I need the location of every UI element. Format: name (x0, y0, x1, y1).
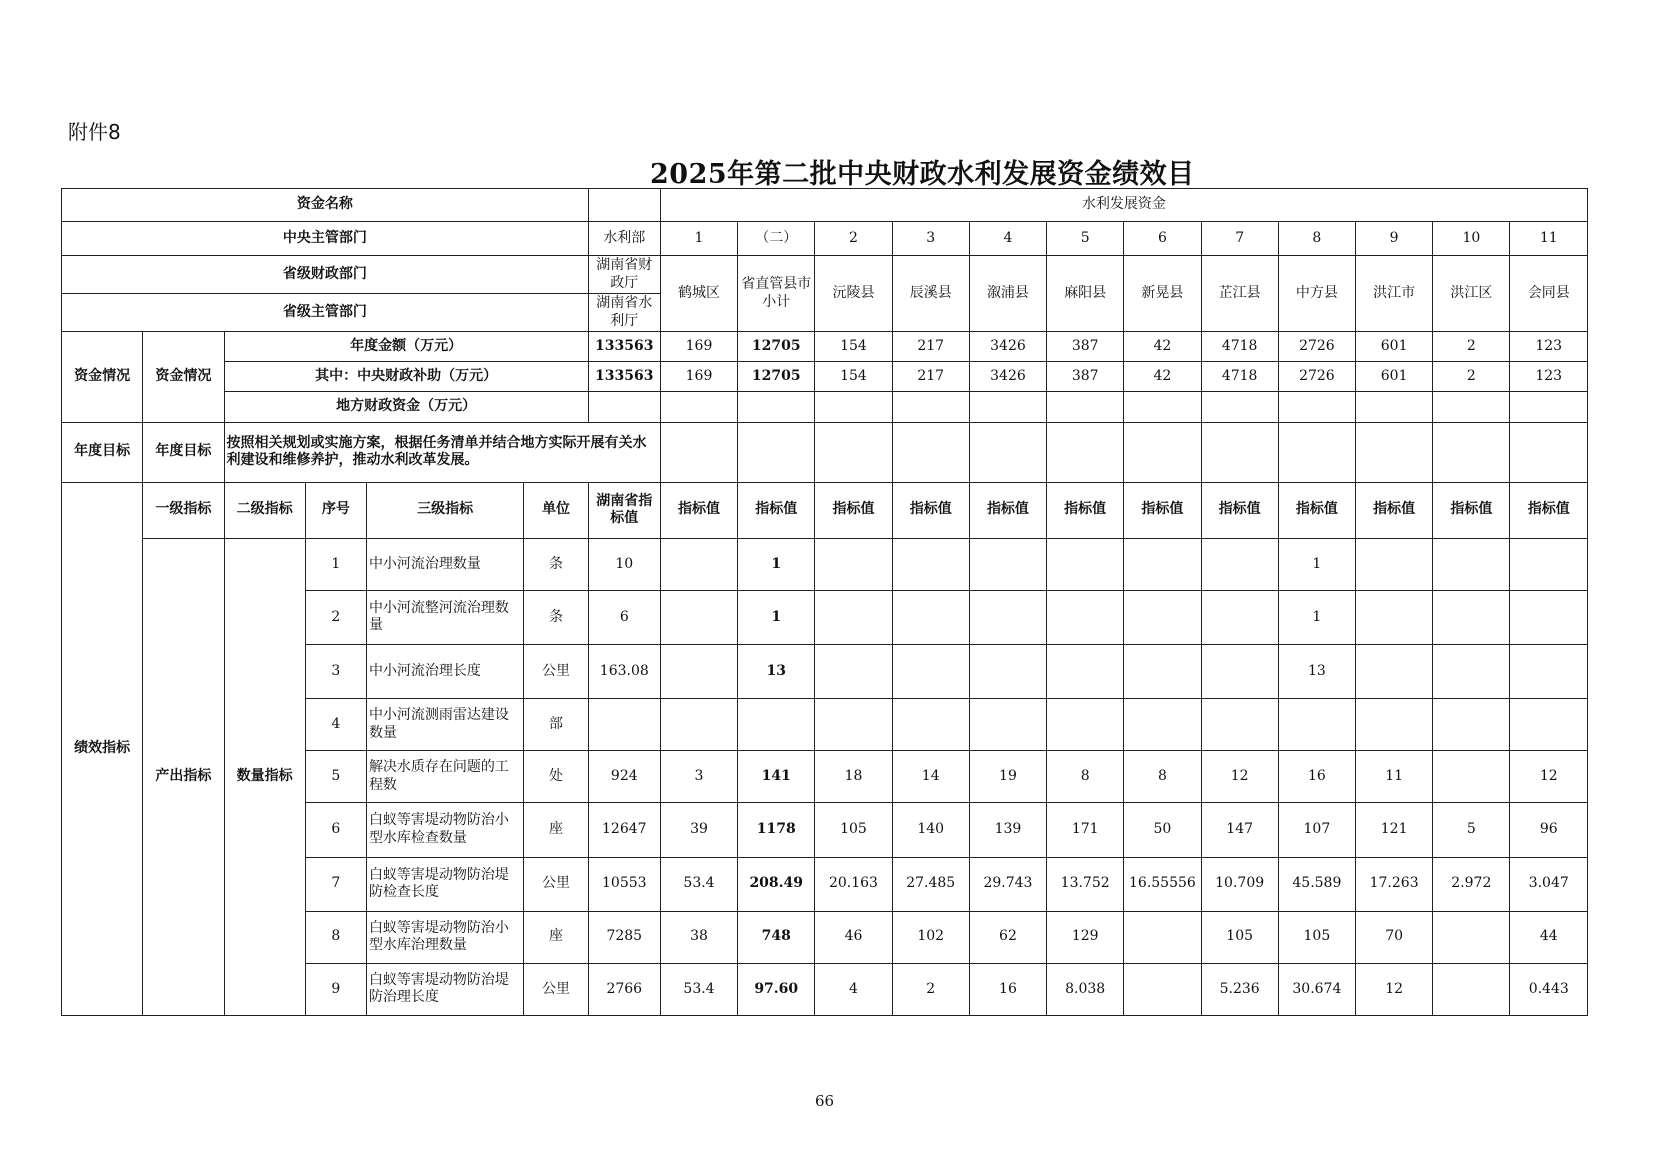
indicator-value: 38 (660, 911, 737, 963)
indicator-value: 30.674 (1278, 963, 1355, 1015)
indicator-value: 105 (1278, 911, 1355, 963)
goal-value (1124, 422, 1201, 482)
indicator-value (1510, 590, 1588, 644)
annual-amount-total: 133563 (588, 332, 660, 362)
indicator-value: 45.589 (1278, 857, 1355, 911)
indicator-unit: 公里 (524, 645, 588, 699)
indicator-value: 62 (969, 911, 1046, 963)
central-value: 2726 (1278, 362, 1355, 392)
level2-header: 二级指标 (224, 482, 305, 538)
local-value (1510, 392, 1588, 422)
indicator-value: 53.4 (660, 963, 737, 1015)
indicator-value-header: 指标值 (1356, 482, 1433, 538)
col-number-12: 11 (1510, 222, 1588, 256)
prov-dept-label: 省级主管部门 (62, 294, 589, 332)
indicator-value: 10.709 (1201, 857, 1278, 911)
indicator-value: 5.236 (1201, 963, 1278, 1015)
indicator-value (892, 538, 969, 590)
indicator-value (660, 699, 737, 751)
indicator-value: 8 (1124, 751, 1201, 803)
indicator-value: 13 (1278, 645, 1355, 699)
col-name-7: 新晃县 (1124, 256, 1201, 332)
col-name-10: 洪江市 (1356, 256, 1433, 332)
indicator-prov-value (588, 699, 660, 751)
local-value (815, 392, 892, 422)
indicator-value: 44 (1510, 911, 1588, 963)
indicator-row (62, 538, 1588, 590)
indicator-value (1201, 699, 1278, 751)
indicator-value (1433, 590, 1510, 644)
col-name-11: 洪江区 (1433, 256, 1510, 332)
indicator-value (892, 590, 969, 644)
indicator-seq: 1 (305, 538, 366, 590)
col-number-2: （二） (738, 222, 815, 256)
indicator-value-header: 指标值 (892, 482, 969, 538)
indicator-value: 147 (1201, 803, 1278, 857)
indicator-value (1356, 645, 1433, 699)
indicator-value: 2 (892, 963, 969, 1015)
annual-value: 387 (1047, 332, 1124, 362)
fund-name-value: 水利发展资金 (660, 189, 1587, 222)
indicator-value (1433, 538, 1510, 590)
local-value (1047, 392, 1124, 422)
central-value: 3426 (969, 362, 1046, 392)
indicator-value (892, 699, 969, 751)
goal-value (738, 422, 815, 482)
indicator-value: 105 (1201, 911, 1278, 963)
local-funds-row (62, 392, 1588, 422)
indicator-prov-value: 924 (588, 751, 660, 803)
indicator-name: 中小河流治理数量 (366, 538, 523, 590)
indicator-value (1201, 590, 1278, 644)
local-value (1356, 392, 1433, 422)
local-value (1124, 392, 1201, 422)
indicator-value: 16 (1278, 751, 1355, 803)
indicator-value (1433, 911, 1510, 963)
local-value (1278, 392, 1355, 422)
annual-value: 217 (892, 332, 969, 362)
indicator-seq: 2 (305, 590, 366, 644)
indicator-value: 129 (1047, 911, 1124, 963)
indicator-value (1510, 645, 1588, 699)
indicator-name: 白蚁等害堤动物防治小型水库治理数量 (366, 911, 523, 963)
annual-amount-row (62, 332, 1588, 362)
indicator-value: 20.163 (815, 857, 892, 911)
col-name-12: 会同县 (1510, 256, 1588, 332)
goal-sub-label: 年度目标 (143, 422, 224, 482)
indicator-value (1047, 590, 1124, 644)
fund-name-row (62, 189, 1588, 222)
indicator-value (1510, 699, 1588, 751)
goal-value (1356, 422, 1433, 482)
col-number-6: 5 (1047, 222, 1124, 256)
indicator-value: 16 (969, 963, 1046, 1015)
indicator-value-header: 指标值 (660, 482, 737, 538)
central-value: 42 (1124, 362, 1201, 392)
indicator-value: 17.263 (1356, 857, 1433, 911)
indicator-seq: 9 (305, 963, 366, 1015)
indicator-name: 解决水质存在问题的工程数 (366, 751, 523, 803)
goal-text: 按照相关规划或实施方案，根据任务清单并结合地方实际开展有关水利建设和维修养护，推动水利改革发展。 (224, 422, 660, 482)
central-subsidy-label: 其中：中央财政补助（万元） (224, 362, 588, 392)
indicator-value-header: 指标值 (738, 482, 815, 538)
indicator-unit: 座 (524, 803, 588, 857)
col-name-2: 省直管县市小计 (738, 256, 815, 332)
page-number: 66 (815, 1092, 835, 1110)
indicator-value: 1 (738, 538, 815, 590)
prov-value-header: 湖南省指标值 (588, 482, 660, 538)
level1-header: 一级指标 (143, 482, 224, 538)
indicator-prov-value: 2766 (588, 963, 660, 1015)
indicator-value: 14 (892, 751, 969, 803)
indicator-value-header: 指标值 (1510, 482, 1588, 538)
goal-value (1433, 422, 1510, 482)
goal-value (1047, 422, 1124, 482)
prov-finance-row (62, 256, 1588, 294)
annual-value: 42 (1124, 332, 1201, 362)
indicator-value (1433, 699, 1510, 751)
funds-sub-label: 资金情况 (143, 332, 224, 422)
indicator-value-header: 指标值 (1047, 482, 1124, 538)
perf-group-label: 绩效指标 (62, 482, 143, 1015)
goal-value (969, 422, 1046, 482)
local-funds-label: 地方财政资金（万元） (224, 392, 588, 422)
goal-value (1278, 422, 1355, 482)
indicator-name: 白蚁等害堤动物防治堤防检查长度 (366, 857, 523, 911)
seq-header: 序号 (305, 482, 366, 538)
col-name-6: 麻阳县 (1047, 256, 1124, 332)
prov-finance-value: 湖南省财政厅 (588, 256, 660, 294)
col-name-8: 芷江县 (1201, 256, 1278, 332)
indicator-value (1124, 590, 1201, 644)
indicator-seq: 3 (305, 645, 366, 699)
indicator-prov-value: 6 (588, 590, 660, 644)
indicator-value: 4 (815, 963, 892, 1015)
indicator-value: 13.752 (1047, 857, 1124, 911)
central-value: 12705 (738, 362, 815, 392)
indicator-value (1278, 699, 1355, 751)
fund-name-blank (588, 189, 660, 222)
indicator-value: 53.4 (660, 857, 737, 911)
central-value: 217 (892, 362, 969, 392)
col-name-3: 沅陵县 (815, 256, 892, 332)
annual-value: 123 (1510, 332, 1588, 362)
indicator-unit: 条 (524, 538, 588, 590)
col-name-4: 辰溪县 (892, 256, 969, 332)
indicator-seq: 8 (305, 911, 366, 963)
indicator-value: 171 (1047, 803, 1124, 857)
indicator-seq: 5 (305, 751, 366, 803)
indicator-value (660, 645, 737, 699)
col-number-8: 7 (1201, 222, 1278, 256)
indicator-value (815, 645, 892, 699)
col-number-4: 3 (892, 222, 969, 256)
col-number-10: 9 (1356, 222, 1433, 256)
col-name-9: 中方县 (1278, 256, 1355, 332)
goal-value (815, 422, 892, 482)
unit-header: 单位 (524, 482, 588, 538)
central-value: 2 (1433, 362, 1510, 392)
level3-header: 三级指标 (366, 482, 523, 538)
goal-group-label: 年度目标 (62, 422, 143, 482)
annual-amount-label: 年度金额（万元） (224, 332, 588, 362)
col-number-7: 6 (1124, 222, 1201, 256)
indicator-value: 2.972 (1433, 857, 1510, 911)
col-number-1: 1 (660, 222, 737, 256)
annual-value: 12705 (738, 332, 815, 362)
indicator-value (660, 538, 737, 590)
local-value (1433, 392, 1510, 422)
indicator-value: 16.55556 (1124, 857, 1201, 911)
indicator-value: 19 (969, 751, 1046, 803)
indicator-value: 5 (1433, 803, 1510, 857)
indicator-value: 121 (1356, 803, 1433, 857)
indicator-value (969, 699, 1046, 751)
indicator-unit: 条 (524, 590, 588, 644)
col-number-5: 4 (969, 222, 1046, 256)
annual-value: 154 (815, 332, 892, 362)
indicator-value: 11 (1356, 751, 1433, 803)
goal-value (892, 422, 969, 482)
indicator-value: 18 (815, 751, 892, 803)
annual-goal-row (62, 422, 1588, 482)
indicator-value (1047, 645, 1124, 699)
indicator-value: 97.60 (738, 963, 815, 1015)
indicator-value: 102 (892, 911, 969, 963)
indicator-name: 白蚁等害堤动物防治小型水库检查数量 (366, 803, 523, 857)
indicator-value (1356, 699, 1433, 751)
indicator-value: 1 (1278, 590, 1355, 644)
annual-value: 169 (660, 332, 737, 362)
indicator-value (815, 538, 892, 590)
indicator-value: 208.49 (738, 857, 815, 911)
goal-value (1201, 422, 1278, 482)
prov-dept-value: 湖南省水利厅 (588, 294, 660, 332)
indicator-unit: 公里 (524, 963, 588, 1015)
indicator-value (969, 538, 1046, 590)
central-dept-row (62, 222, 1588, 256)
indicator-value: 96 (1510, 803, 1588, 857)
annual-value: 601 (1356, 332, 1433, 362)
indicator-value: 3.047 (1510, 857, 1588, 911)
indicator-prov-value: 163.08 (588, 645, 660, 699)
col-name-1: 鹤城区 (660, 256, 737, 332)
indicator-prov-value: 7285 (588, 911, 660, 963)
indicator-value: 8 (1047, 751, 1124, 803)
indicator-value (892, 645, 969, 699)
indicator-value: 29.743 (969, 857, 1046, 911)
indicator-name: 中小河流测雨雷达建设数量 (366, 699, 523, 751)
indicator-value: 13 (738, 645, 815, 699)
indicator-unit: 座 (524, 911, 588, 963)
indicator-value-header: 指标值 (815, 482, 892, 538)
indicator-value (1124, 538, 1201, 590)
fund-name-label: 资金名称 (62, 189, 589, 222)
indicator-value: 141 (738, 751, 815, 803)
col-name-5: 溆浦县 (969, 256, 1046, 332)
indicator-value: 46 (815, 911, 892, 963)
indicator-value (1124, 963, 1201, 1015)
indicator-value: 3 (660, 751, 737, 803)
indicator-value (1201, 645, 1278, 699)
prov-finance-label: 省级财政部门 (62, 256, 589, 294)
indicator-value (1124, 911, 1201, 963)
local-funds-total (588, 392, 660, 422)
local-value (738, 392, 815, 422)
indicator-value-header: 指标值 (1433, 482, 1510, 538)
col-number-11: 10 (1433, 222, 1510, 256)
level1-value: 产出指标 (143, 538, 224, 1015)
indicator-value: 105 (815, 803, 892, 857)
indicator-value: 1 (1278, 538, 1355, 590)
central-dept-value: 水利部 (588, 222, 660, 256)
indicator-value (1356, 538, 1433, 590)
local-value (969, 392, 1046, 422)
annual-value: 4718 (1201, 332, 1278, 362)
indicator-value: 1178 (738, 803, 815, 857)
indicator-value: 140 (892, 803, 969, 857)
funds-group-label: 资金情况 (62, 332, 143, 422)
indicator-name: 中小河流整河流治理数量 (366, 590, 523, 644)
indicator-value: 0.443 (1510, 963, 1588, 1015)
indicator-header-row (62, 482, 1588, 538)
indicator-value: 12 (1201, 751, 1278, 803)
level2-value: 数量指标 (224, 538, 305, 1015)
indicator-name: 中小河流治理长度 (366, 645, 523, 699)
indicator-value (1124, 645, 1201, 699)
indicator-value: 1 (738, 590, 815, 644)
central-value: 387 (1047, 362, 1124, 392)
indicator-value (1510, 538, 1588, 590)
indicator-prov-value: 12647 (588, 803, 660, 857)
annual-value: 3426 (969, 332, 1046, 362)
indicator-value (1433, 963, 1510, 1015)
central-value: 601 (1356, 362, 1433, 392)
central-value: 123 (1510, 362, 1588, 392)
central-value: 169 (660, 362, 737, 392)
indicator-value (1201, 538, 1278, 590)
indicator-value (1433, 645, 1510, 699)
indicator-value (738, 699, 815, 751)
indicator-value: 27.485 (892, 857, 969, 911)
indicator-value (1124, 699, 1201, 751)
indicator-value: 70 (1356, 911, 1433, 963)
indicator-seq: 4 (305, 699, 366, 751)
indicator-value: 107 (1278, 803, 1355, 857)
indicator-value-header: 指标值 (969, 482, 1046, 538)
indicator-value: 50 (1124, 803, 1201, 857)
indicator-value: 12 (1356, 963, 1433, 1015)
local-value (892, 392, 969, 422)
performance-table (61, 188, 1588, 1016)
indicator-value: 39 (660, 803, 737, 857)
indicator-value (815, 699, 892, 751)
indicator-value-header: 指标值 (1201, 482, 1278, 538)
indicator-value: 8.038 (1047, 963, 1124, 1015)
central-dept-label: 中央主管部门 (62, 222, 589, 256)
indicator-unit: 部 (524, 699, 588, 751)
indicator-value (1356, 590, 1433, 644)
central-subsidy-row (62, 362, 1588, 392)
document-title: 2025年第二批中央财政水利发展资金绩效目 (650, 159, 1195, 190)
indicator-seq: 6 (305, 803, 366, 857)
indicator-seq: 7 (305, 857, 366, 911)
indicator-value (1047, 538, 1124, 590)
indicator-unit: 公里 (524, 857, 588, 911)
central-value: 4718 (1201, 362, 1278, 392)
indicator-unit: 处 (524, 751, 588, 803)
indicator-value (969, 590, 1046, 644)
central-value: 154 (815, 362, 892, 392)
indicator-prov-value: 10 (588, 538, 660, 590)
goal-value (1510, 422, 1588, 482)
indicator-value (660, 590, 737, 644)
annual-value: 2726 (1278, 332, 1355, 362)
local-value (1201, 392, 1278, 422)
goal-value (660, 422, 737, 482)
indicator-value: 748 (738, 911, 815, 963)
central-subsidy-total: 133563 (588, 362, 660, 392)
col-number-9: 8 (1278, 222, 1355, 256)
indicator-value-header: 指标值 (1278, 482, 1355, 538)
indicator-value (815, 590, 892, 644)
indicator-value-header: 指标值 (1124, 482, 1201, 538)
attachment-label: 附件8 (68, 120, 121, 144)
indicator-value: 139 (969, 803, 1046, 857)
annual-value: 2 (1433, 332, 1510, 362)
indicator-value (1047, 699, 1124, 751)
col-number-3: 2 (815, 222, 892, 256)
indicator-value (1433, 751, 1510, 803)
indicator-prov-value: 10553 (588, 857, 660, 911)
local-value (660, 392, 737, 422)
indicator-value: 12 (1510, 751, 1588, 803)
indicator-name: 白蚁等害堤动物防治堤防治理长度 (366, 963, 523, 1015)
indicator-value (969, 645, 1046, 699)
